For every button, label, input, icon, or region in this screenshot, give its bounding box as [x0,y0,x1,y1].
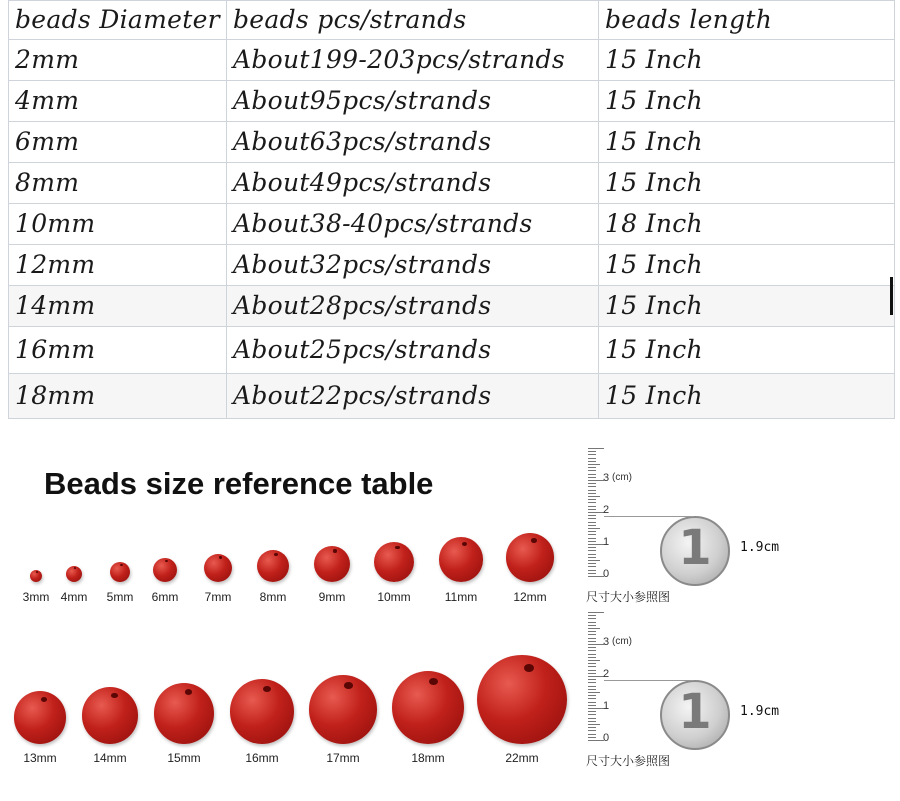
bead-size-label: 12mm [513,590,547,604]
bead-4mm [66,566,82,582]
ruler-tick [588,464,600,465]
cell-pcs: About22pcs/strands [227,374,599,419]
bead-size-label: 14mm [93,751,127,765]
cell-diameter: 2mm [9,40,227,81]
cell-pcs: About63pcs/strands [227,122,599,163]
ruler-tick [588,686,596,687]
ruler-tick [588,518,596,519]
bead-6mm [153,558,177,582]
ruler-tick [588,563,596,564]
ruler-tick [588,673,596,674]
bead-17mm [309,675,378,744]
cell-pcs: About28pcs/strands [227,286,599,327]
scale-caption: 尺寸大小参照图 [586,754,671,768]
coin-numeral: 1 [678,684,712,740]
ruler-tick [588,682,596,683]
coin-icon [660,516,730,586]
ruler-tick [588,506,596,507]
ruler-tick [588,695,596,696]
ruler-tick [588,711,596,712]
bead-7mm [204,554,232,582]
scale-caption: 尺寸大小参照图 [586,590,671,604]
ruler-tick [588,477,596,478]
ruler-tick [588,676,604,677]
bead-size-label: 8mm [259,590,287,604]
cell-pcs: About38-40pcs/strands [227,204,599,245]
ruler-tick [588,647,596,648]
ruler-tick [588,628,600,629]
ruler-tick [588,496,600,497]
ruler-tick [588,692,600,693]
ruler-tick [588,451,596,452]
cell-diameter: 10mm [9,204,227,245]
bead-8mm [257,550,289,582]
bead-size-label: 10mm [377,590,411,604]
ruler-unit: (cm) [612,636,632,647]
ruler-tick [588,638,596,639]
cell-diameter: 12mm [9,245,227,286]
ruler-tick [588,714,596,715]
ruler-tick [588,670,596,671]
ruler-tick [588,480,604,481]
ruler-tick [588,541,596,542]
table-row [9,374,895,419]
ruler-tick [588,509,596,510]
cell-diameter: 6mm [9,122,227,163]
cell-pcs: About199-203pcs/strands [227,40,599,81]
bead-18mm [392,671,465,744]
cell-length: 15 Inch [599,163,895,204]
ruler-tick [588,615,596,616]
header-length: beads length [599,1,895,40]
ruler-tick [588,538,596,539]
ruler-tick [588,660,600,661]
ruler-tick [588,454,596,455]
cell-pcs: About95pcs/strands [227,81,599,122]
header-diameter: beads Diameter [9,1,227,40]
cell-pcs: About32pcs/strands [227,245,599,286]
bead-22mm [477,655,566,744]
ruler-tick [588,483,596,484]
table-row [9,81,895,122]
ruler-tick [588,573,596,574]
ruler-tick [588,641,596,642]
ruler-tick [588,550,596,551]
ruler-tick [588,458,596,459]
cell-length: 15 Inch [599,81,895,122]
coin-icon [660,680,730,750]
ruler-tick [588,708,604,709]
ruler-tick [588,718,596,719]
cell-pcs: About49pcs/strands [227,163,599,204]
ruler-tick [588,740,604,741]
bead-size-label: 18mm [411,751,445,765]
bead-11mm [439,537,484,582]
bead-size-label: 5mm [106,590,134,604]
ruler-tick [588,663,596,664]
ruler-tick [588,631,596,632]
bead-15mm [154,683,215,744]
cell-diameter: 14mm [9,286,227,327]
table-row [9,286,895,327]
bead-10mm [374,542,415,583]
bead-12mm [506,533,555,582]
ruler-tick [588,557,596,558]
table-row [9,122,895,163]
ruler-tick [588,698,596,699]
ruler-tick [588,490,596,491]
ruler-tick [588,470,596,471]
bead-size-label: 13mm [23,751,57,765]
cell-length: 15 Inch [599,40,895,81]
spec-table-body [9,1,895,419]
ruler-tick [588,724,600,725]
cell-length: 15 Inch [599,245,895,286]
table-row [9,40,895,81]
cell-diameter: 16mm [9,327,227,374]
bead-size-label: 17mm [326,751,360,765]
table-row [9,204,895,245]
ruler-tick [588,618,596,619]
coin-numeral: 1 [678,520,712,576]
bead-3mm [30,570,42,582]
cell-diameter: 8mm [9,163,227,204]
ruler-tick [588,493,596,494]
text-cursor [890,277,893,315]
ruler-tick [588,474,596,475]
ruler-tick [588,461,596,462]
coin-diameter-label: 1.9cm [740,540,780,555]
ruler-number: 2 [603,504,610,516]
bead-size-label: 3mm [22,590,50,604]
cell-length: 15 Inch [599,122,895,163]
ruler-tick [588,730,596,731]
bead-size-label: 11mm [444,590,478,604]
cell-pcs: About25pcs/strands [227,327,599,374]
ruler-tick [588,525,596,526]
ruler-tick [588,531,596,532]
cell-length: 15 Inch [599,286,895,327]
ruler-number: 0 [603,732,610,744]
ruler-tick [588,486,596,487]
ruler-number: 2 [603,668,610,680]
ruler-tick [588,570,596,571]
bead-5mm [110,562,130,582]
header-pcs-per-strand: beads pcs/strands [227,1,599,40]
ruler-tick [588,644,604,645]
ruler-tick [588,625,596,626]
ruler-number: 0 [603,568,610,580]
cell-diameter: 4mm [9,81,227,122]
ruler-number: 3 [603,636,610,648]
cell-length: 15 Inch [599,327,895,374]
bead-size-label: 6mm [151,590,179,604]
ruler-tick [588,576,604,577]
coin-diameter-label: 1.9cm [740,704,780,719]
ruler-tick [588,634,596,635]
bead-13mm [14,691,67,744]
ruler-tick [588,528,600,529]
bead-size-label: 4mm [60,590,88,604]
ruler-tick [588,702,596,703]
ruler-tick [588,650,596,651]
ruler-tick [588,734,596,735]
ruler-tick [588,502,596,503]
ruler-tick [588,560,600,561]
ruler-tick [588,448,604,449]
table-row [9,245,895,286]
bead-9mm [314,546,350,582]
ruler-tick [588,666,596,667]
ruler-tick [588,547,596,548]
ruler-tick [588,467,596,468]
ruler-tick [588,689,596,690]
bead-size-label: 22mm [505,751,539,765]
ruler-tick [588,534,596,535]
bead-size-label: 16mm [245,751,279,765]
ruler-tick [588,622,596,623]
table-row [9,327,895,374]
bead-14mm [82,687,139,744]
ruler-tick [588,737,596,738]
ruler-tick [588,612,604,613]
reference-title: Beads size reference table [44,466,434,501]
cell-diameter: 18mm [9,374,227,419]
ruler-number: 1 [603,700,610,712]
ruler-tick [588,705,596,706]
cm-ruler [588,612,632,752]
ruler-tick [588,727,596,728]
ruler-tick [588,679,596,680]
bead-size-label: 15mm [167,751,201,765]
bead-size-label: 9mm [318,590,346,604]
ruler-tick [588,515,596,516]
ruler-tick [588,522,596,523]
ruler-tick [588,544,604,545]
ruler-unit: (cm) [612,472,632,483]
ruler-tick [588,512,604,513]
bead-size-label: 7mm [204,590,232,604]
ruler-tick [588,554,596,555]
ruler-tick [588,721,596,722]
bead-spec-table [8,0,895,419]
ruler-number: 1 [603,536,610,548]
ruler-tick [588,499,596,500]
coin-guide-line [604,516,694,517]
table-header-row [9,1,895,40]
coin-guide-line [604,680,694,681]
ruler-number: 3 [603,472,610,484]
ruler-tick [588,657,596,658]
bead-16mm [230,679,295,744]
cell-length: 15 Inch [599,374,895,419]
ruler-tick [588,566,596,567]
ruler-tick [588,654,596,655]
cell-length: 18 Inch [599,204,895,245]
table-row [9,163,895,204]
cm-ruler [588,448,632,588]
